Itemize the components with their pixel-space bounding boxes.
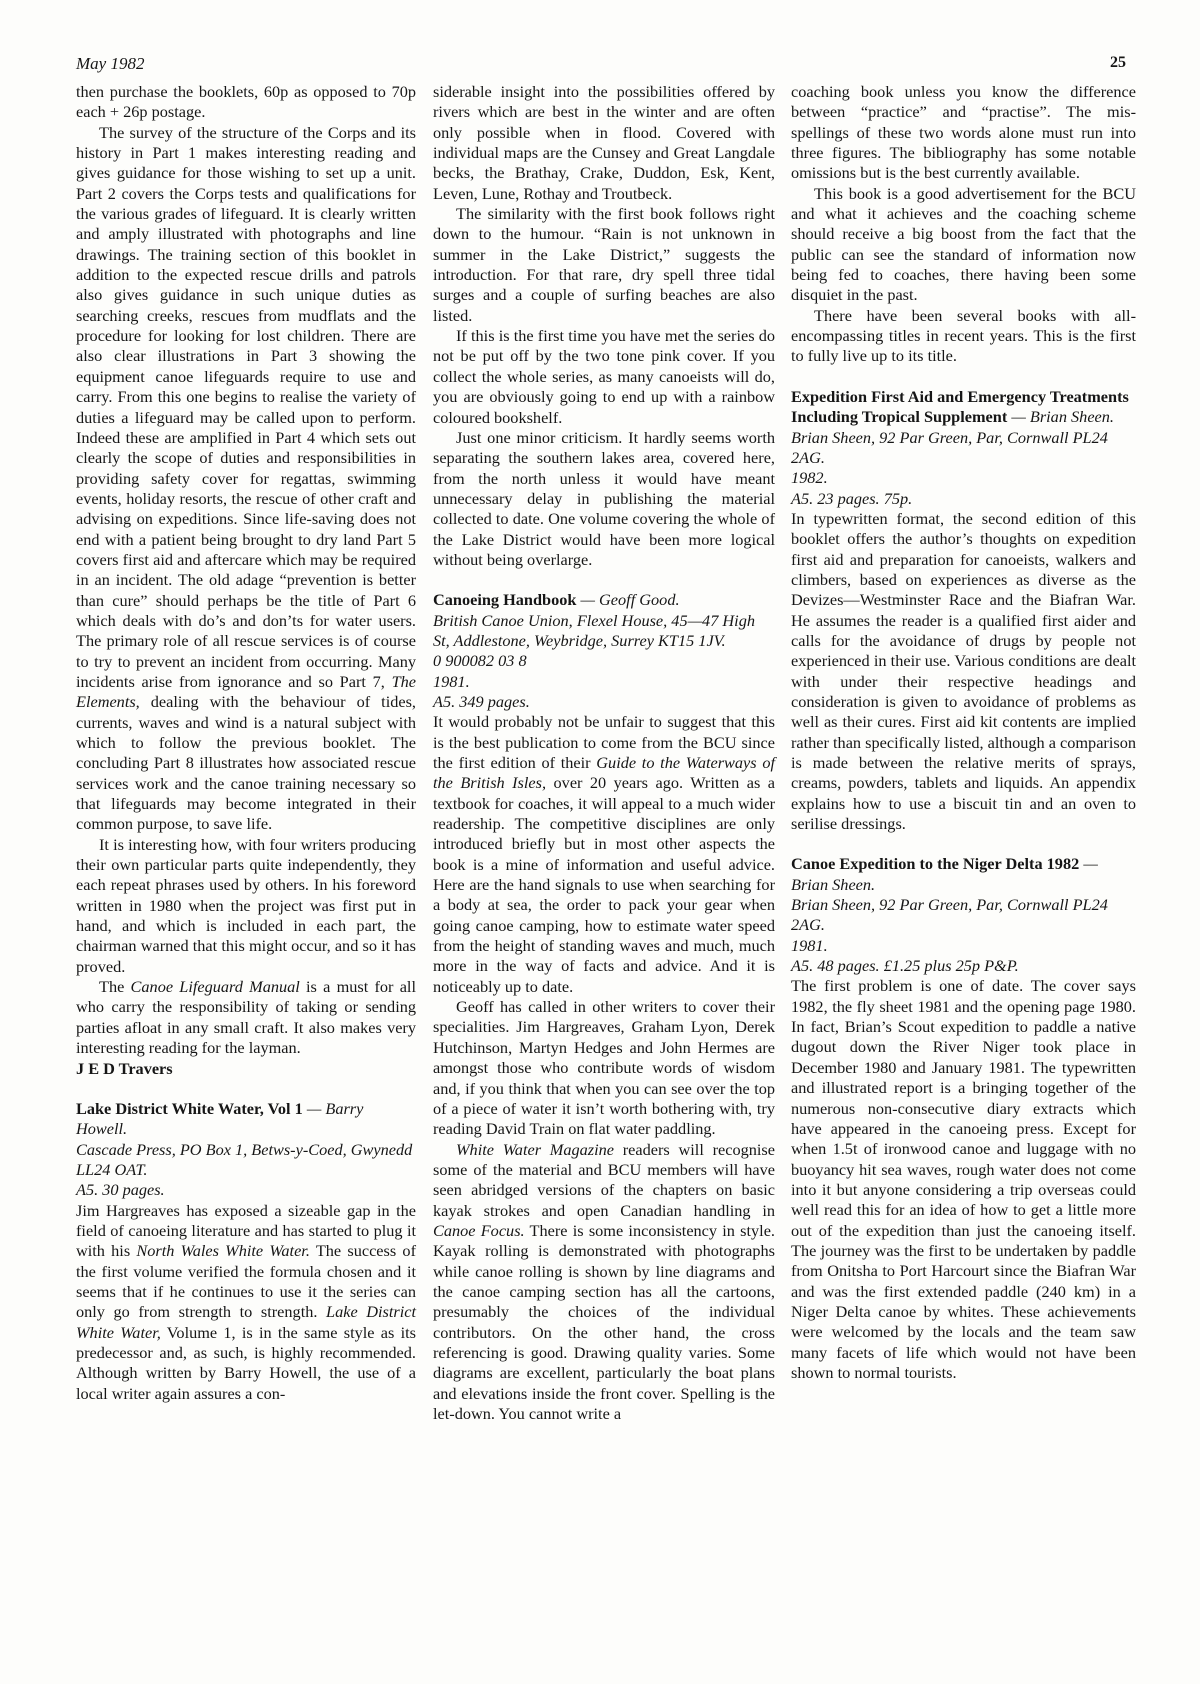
paragraph: It is interesting how, with four writers producing their own particular parts quite independently, they each repeat phrases used by others. In his foreword written in 1980 when the project was first put in hand, and which is included in each part, the chairman warned that this might occur, and so it has proved. xyxy=(76,834,416,976)
paragraph: The similarity with the first book follows right down to the humour. “Rain is not unknown in summer in the Lake District,” suggests the introduction. For that rare, dry spell three tidal surges and a couple of surfing beaches are also listed. xyxy=(433,204,775,325)
paragraph: This book is a good advertisement for the BCU and what it achieves and the coaching scheme should receive a big boost from the fact that the public can see the standard of information now being fed to coaches, there having been some disquiet in the past. xyxy=(791,183,1136,305)
paragraph: siderable insight into the possibilities offered by rivers which are best in the winter and are often only possible when in flood. Covered with individual maps are the Cunsey and Great Langdale becks, the Brathay, Crake, Duddon, Esk, Kent, Leven, Lune, Rothay and Troutbeck. xyxy=(433,82,775,203)
issue-date: May 1982 xyxy=(76,54,145,73)
publication-details: 0 900082 03 8 xyxy=(433,651,527,671)
reviewer-signature: J E D Travers xyxy=(76,1058,173,1078)
review-heading: Canoe Expedition to the Niger Delta 1982 — Brian Sheen. xyxy=(791,854,1098,894)
review-heading: Expedition First Aid and Emergency Treatments Including Tropical Supplement — Brian Sheen. xyxy=(791,386,1129,427)
publication-details: A5. 349 pages. xyxy=(433,691,530,711)
paragraph: coaching book unless you know the difference between “practice” and “practise”. The mis-spellings of these two words alone must run into three figures. The bibliography has some notable omissions but is the best currently available. xyxy=(791,82,1136,183)
publication-details: A5. 23 pages. 75p. xyxy=(791,488,913,508)
publication-details: Brian Sheen, 92 Par Green, Par, Cornwall PL24 2AG. xyxy=(791,895,1108,935)
column-2 xyxy=(433,82,775,1424)
paragraph: If this is the first time you have met the series do not be put off by the two tone pink cover. If you collect the whole series, as many canoeists will do, you are obviously going to end up with a rainbow coloured bookshelf. xyxy=(433,326,775,427)
paragraph: In typewritten format, the second edition of this booklet offers the author’s thoughts on expedition first aid and preparation for canoeists, walkers and climbers, based on experiences as diverse as the Devizes—Westminster Race and the Biafran War. He assumes the reader is a qualified first aider and calls for the avoidance of drugs by people not experienced in their use. Various conditions are dealt with under their respective headings and consideration is given to avoidance of problems as well as their cures. First aid kit contents are implied rather than specifically listed, although a comparison is made between the relative merits of sprays, creams, powders, tablets and liquids. An appendix explains how to use a biscuit tin and an oven to serilise dressings. xyxy=(791,508,1136,834)
paragraph: Just one minor criticism. It hardly seems worth separating the southern lakes area, covered here, from the north unless it would have meant unnecessary delay in publishing the material collected to date. One volume covering the whole of the Lake District would have been more logical without being overlarge. xyxy=(433,427,775,569)
publication-details: 1981. xyxy=(433,671,470,691)
publication-details: British Canoe Union, Flexel House, 45—47 High St, Addlestone, Weybridge, Surrey KT15 1JV. xyxy=(433,610,755,650)
paragraph: Geoff has called in other writers to cover their specialities. Jim Hargreaves, Graham Lyon, Derek Hutchinson, Martyn Hedges and John Hermes are amongst those who contribute words of wisdom and, if you think that when you can see over the top of a piece of water it isn’t worth bothering with, try reading David Train on flat water paddling. xyxy=(433,997,775,1139)
paragraph: There have been several books with all-encompassing titles in recent years. This is the first to fully live up to its title. xyxy=(791,305,1136,366)
paragraph: The first problem is one of date. The cover says 1982, the fly sheet 1981 and the opening page 1980. In fact, Brian’s Scout expedition to paddle a native dugout down the River Niger took place in December 1980 and January 1981. The typewritten and illustrated report is a bringing together of the numerous non-consecutive diary extracts which have appeared in the canoeing press. Except for when 1.5t of ironwood canoe and luggage with no buoyancy hit sea waves, rough water does not come into it but anyone considering a trip overseas could well read this for an idea of how to get a little more out of the expedition than just the canoeing itself. The journey was the first to be undertaken by paddle from Onitsha to Port Harcourt since the Biafran War and was the first extended paddle (240 km) in a Niger Delta canoe by whites. These achievements were welcomed by the locals and the team saw many facets of life which would not have been shown to normal tourists. xyxy=(791,976,1136,1382)
paragraph: It would probably not be unfair to suggest that this is the best publication to come from the BCU since the first edition of their Guide to the Waterways of the British Isles, over 20 years ago. Written as a textbook for coaches, it will appeal to a much wider readership. The competitive disciplines are only introduced briefly but in most other aspects the book is a mine of information and useful advice. Here are the hand signals to use when searching for a body at sea, the order to pack your gear when going canoe camping, how to estimate water speed from the height of standing waves and much, much more in the way of facts and advice. And it is noticeably up to date. xyxy=(433,712,775,996)
publication-details: Brian Sheen, 92 Par Green, Par, Cornwall PL24 2AG. xyxy=(791,427,1108,467)
paragraph: then purchase the booklets, 60p as opposed to 70p each + 26p postage. xyxy=(76,82,416,122)
column-1 xyxy=(76,82,416,1404)
publication-details: A5. 30 pages. xyxy=(76,1180,165,1200)
paragraph: The Canoe Lifeguard Manual is a must for all who carry the responsibility of taking or sending parties afloat in any small craft. It also makes very interesting reading for the layman. xyxy=(76,977,416,1058)
column-3 xyxy=(791,82,1136,1383)
review-heading: Canoeing Handbook — Geoff Good. xyxy=(433,590,680,610)
review-heading: Lake District White Water, Vol 1 — Barry Howell. xyxy=(76,1098,364,1139)
publication-details: 1982. xyxy=(791,468,828,488)
paragraph: The survey of the structure of the Corps and its history in Part 1 makes interesting reading and gives guidance for those wishing to set up a unit. Part 2 covers the Corps tests and qualifications for the various grades of lifeguard. It is clearly written and amply illustrated with photographs and line drawings. The training section of this booklet in addition to the expected rescue drills and patrols also gives guidance in such unique duties as searching creeks, rescues from mudflats and the procedure for looking for lost children. There are also clear illustrations in Part 3 showing the equipment canoe lifeguards require to use and carry. From this one begins to realise the variety of duties a lifeguard may be called upon to perform. Indeed these are amplified in Part 4 which sets out clearly the scope of duties and responsibilities in providing safety cover for regattas, swimming events, holiday resorts, the rescue of other craft and advising on expeditions. Since life-saving does not end with a patient being brought to dry land Part 5 covers first aid and aftercare which may be required in an incident. The old adage “prevention is better than cure” should perhaps be the title of Part 6 which deals with do’s and don’ts for water users. The primary role of all rescue services is of course to try to prevent an incident from occurring. Many incidents arise from ignorance and so Part 7, The Elements, dealing with the behaviour of tides, currents, waves and wind is a natural subject with which to follow the previous booklet. The concluding Part 8 illustrates how associated rescue services work and the canoe training necessary so that lifeguards may become integrated in their common purpose, to save life. xyxy=(76,122,417,834)
publication-details: Cascade Press, PO Box 1, Betws-y-Coed, Gwynedd LL24 OAT. xyxy=(76,1139,413,1179)
paragraph: White Water Magazine readers will recognise some of the material and BCU members will have seen abridged versions of the chapters on basic kayak strokes and open Canadian handling in Canoe Focus. There is some inconsistency in style. Kayak rolling is demonstrated with photographs while canoe rolling is shown by line diagrams and the canoe camping section has all the cartoons, presumably the choices of the individual contributors. On the other hand, the cross referencing is good. Drawing quality varies. Some diagrams are excellent, particularly the boat plans and elevations inside the front cover. Spelling is the let-down. You cannot write a xyxy=(433,1139,775,1423)
publication-details: A5. 48 pages. £1.25 plus 25p P&P. xyxy=(791,956,1019,976)
paragraph: Jim Hargreaves has exposed a sizeable gap in the field of canoeing literature and has started to plug it with his North Wales White Water. The success of the first volume verified the formula chosen and it seems that if he continues to use it the series can only go from strength to strength. Lake District White Water, Volume 1, is in the same style as its predecessor and, as such, is highly recommended. Although written by Barry Howell, the use of a local writer again assures a con- xyxy=(76,1200,417,1403)
page-number: 25 xyxy=(1110,54,1126,71)
publication-details: 1981. xyxy=(791,935,828,955)
